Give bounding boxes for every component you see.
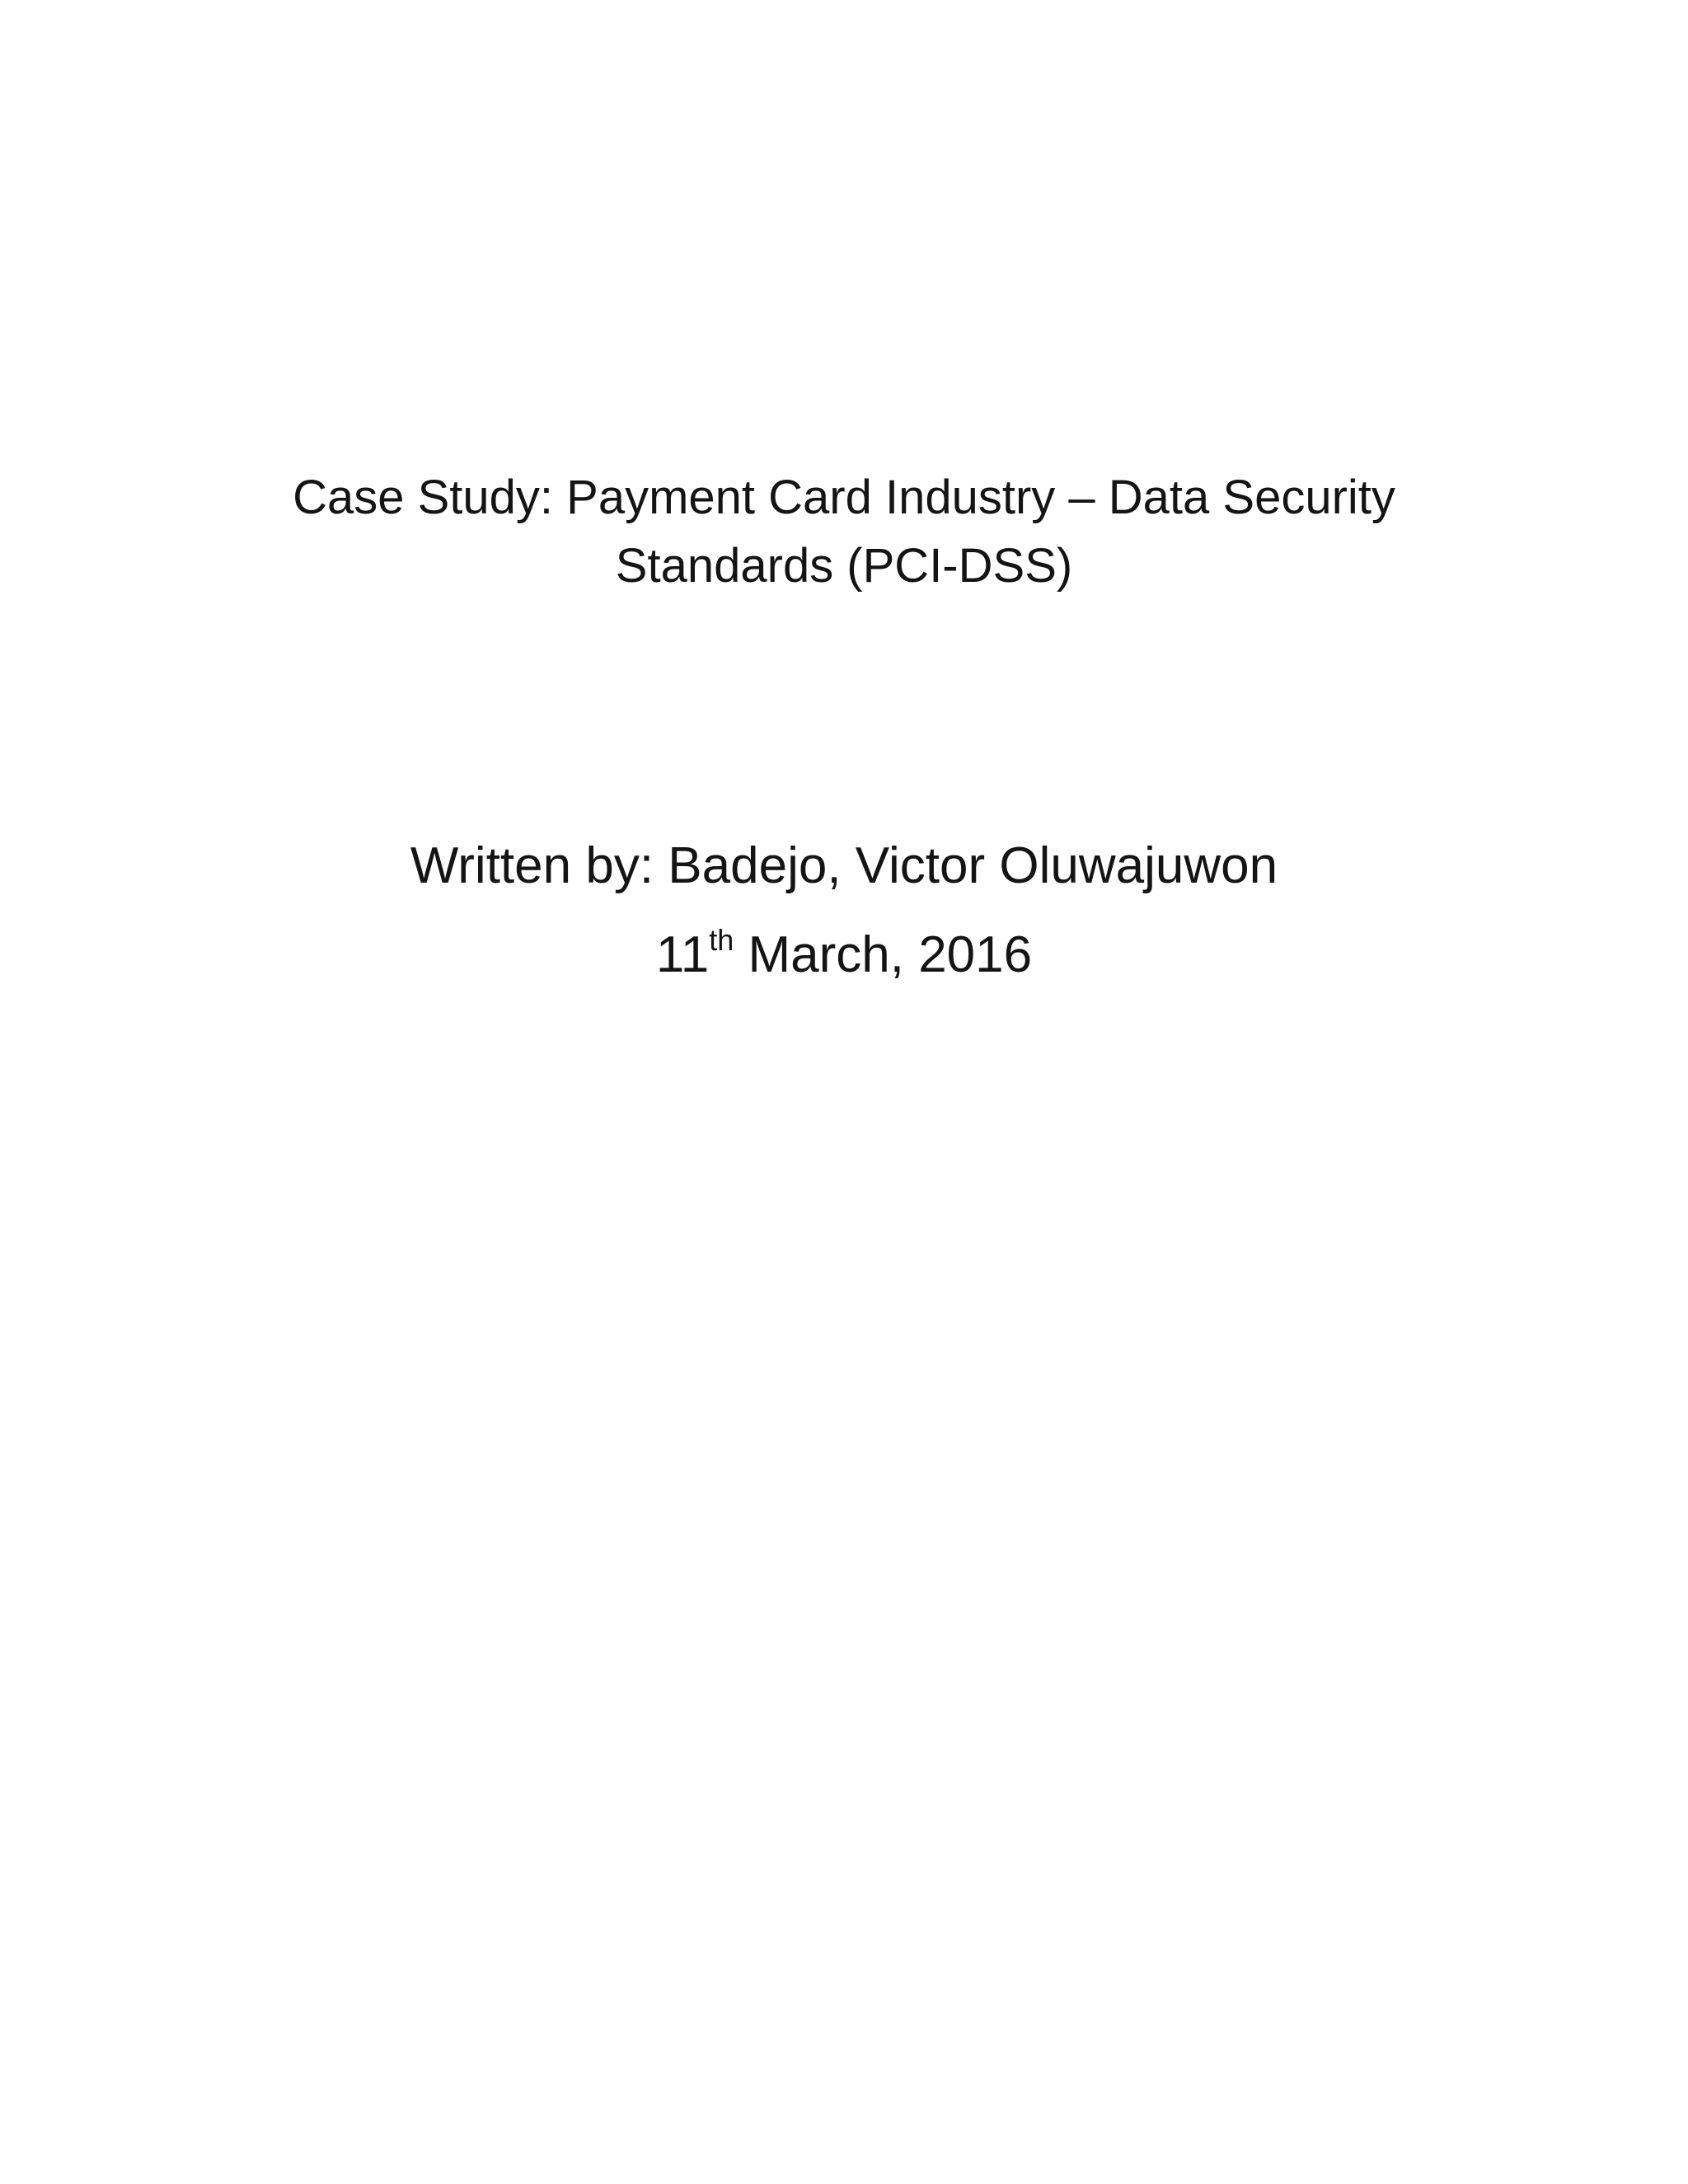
document-title (0, 471, 1688, 593)
date-month-year: March, 2016 (734, 926, 1033, 983)
date-line (0, 923, 1688, 983)
title-line-2: Standards (PCI-DSS) (615, 539, 1073, 593)
author-line: Written by: Badejo, Victor Oluwajuwon (410, 837, 1278, 894)
title-line-1: Case Study: Payment Card Industry – Data Security (293, 471, 1395, 524)
date-day: 11 (655, 926, 710, 983)
date-ordinal-suffix: th (709, 923, 734, 957)
